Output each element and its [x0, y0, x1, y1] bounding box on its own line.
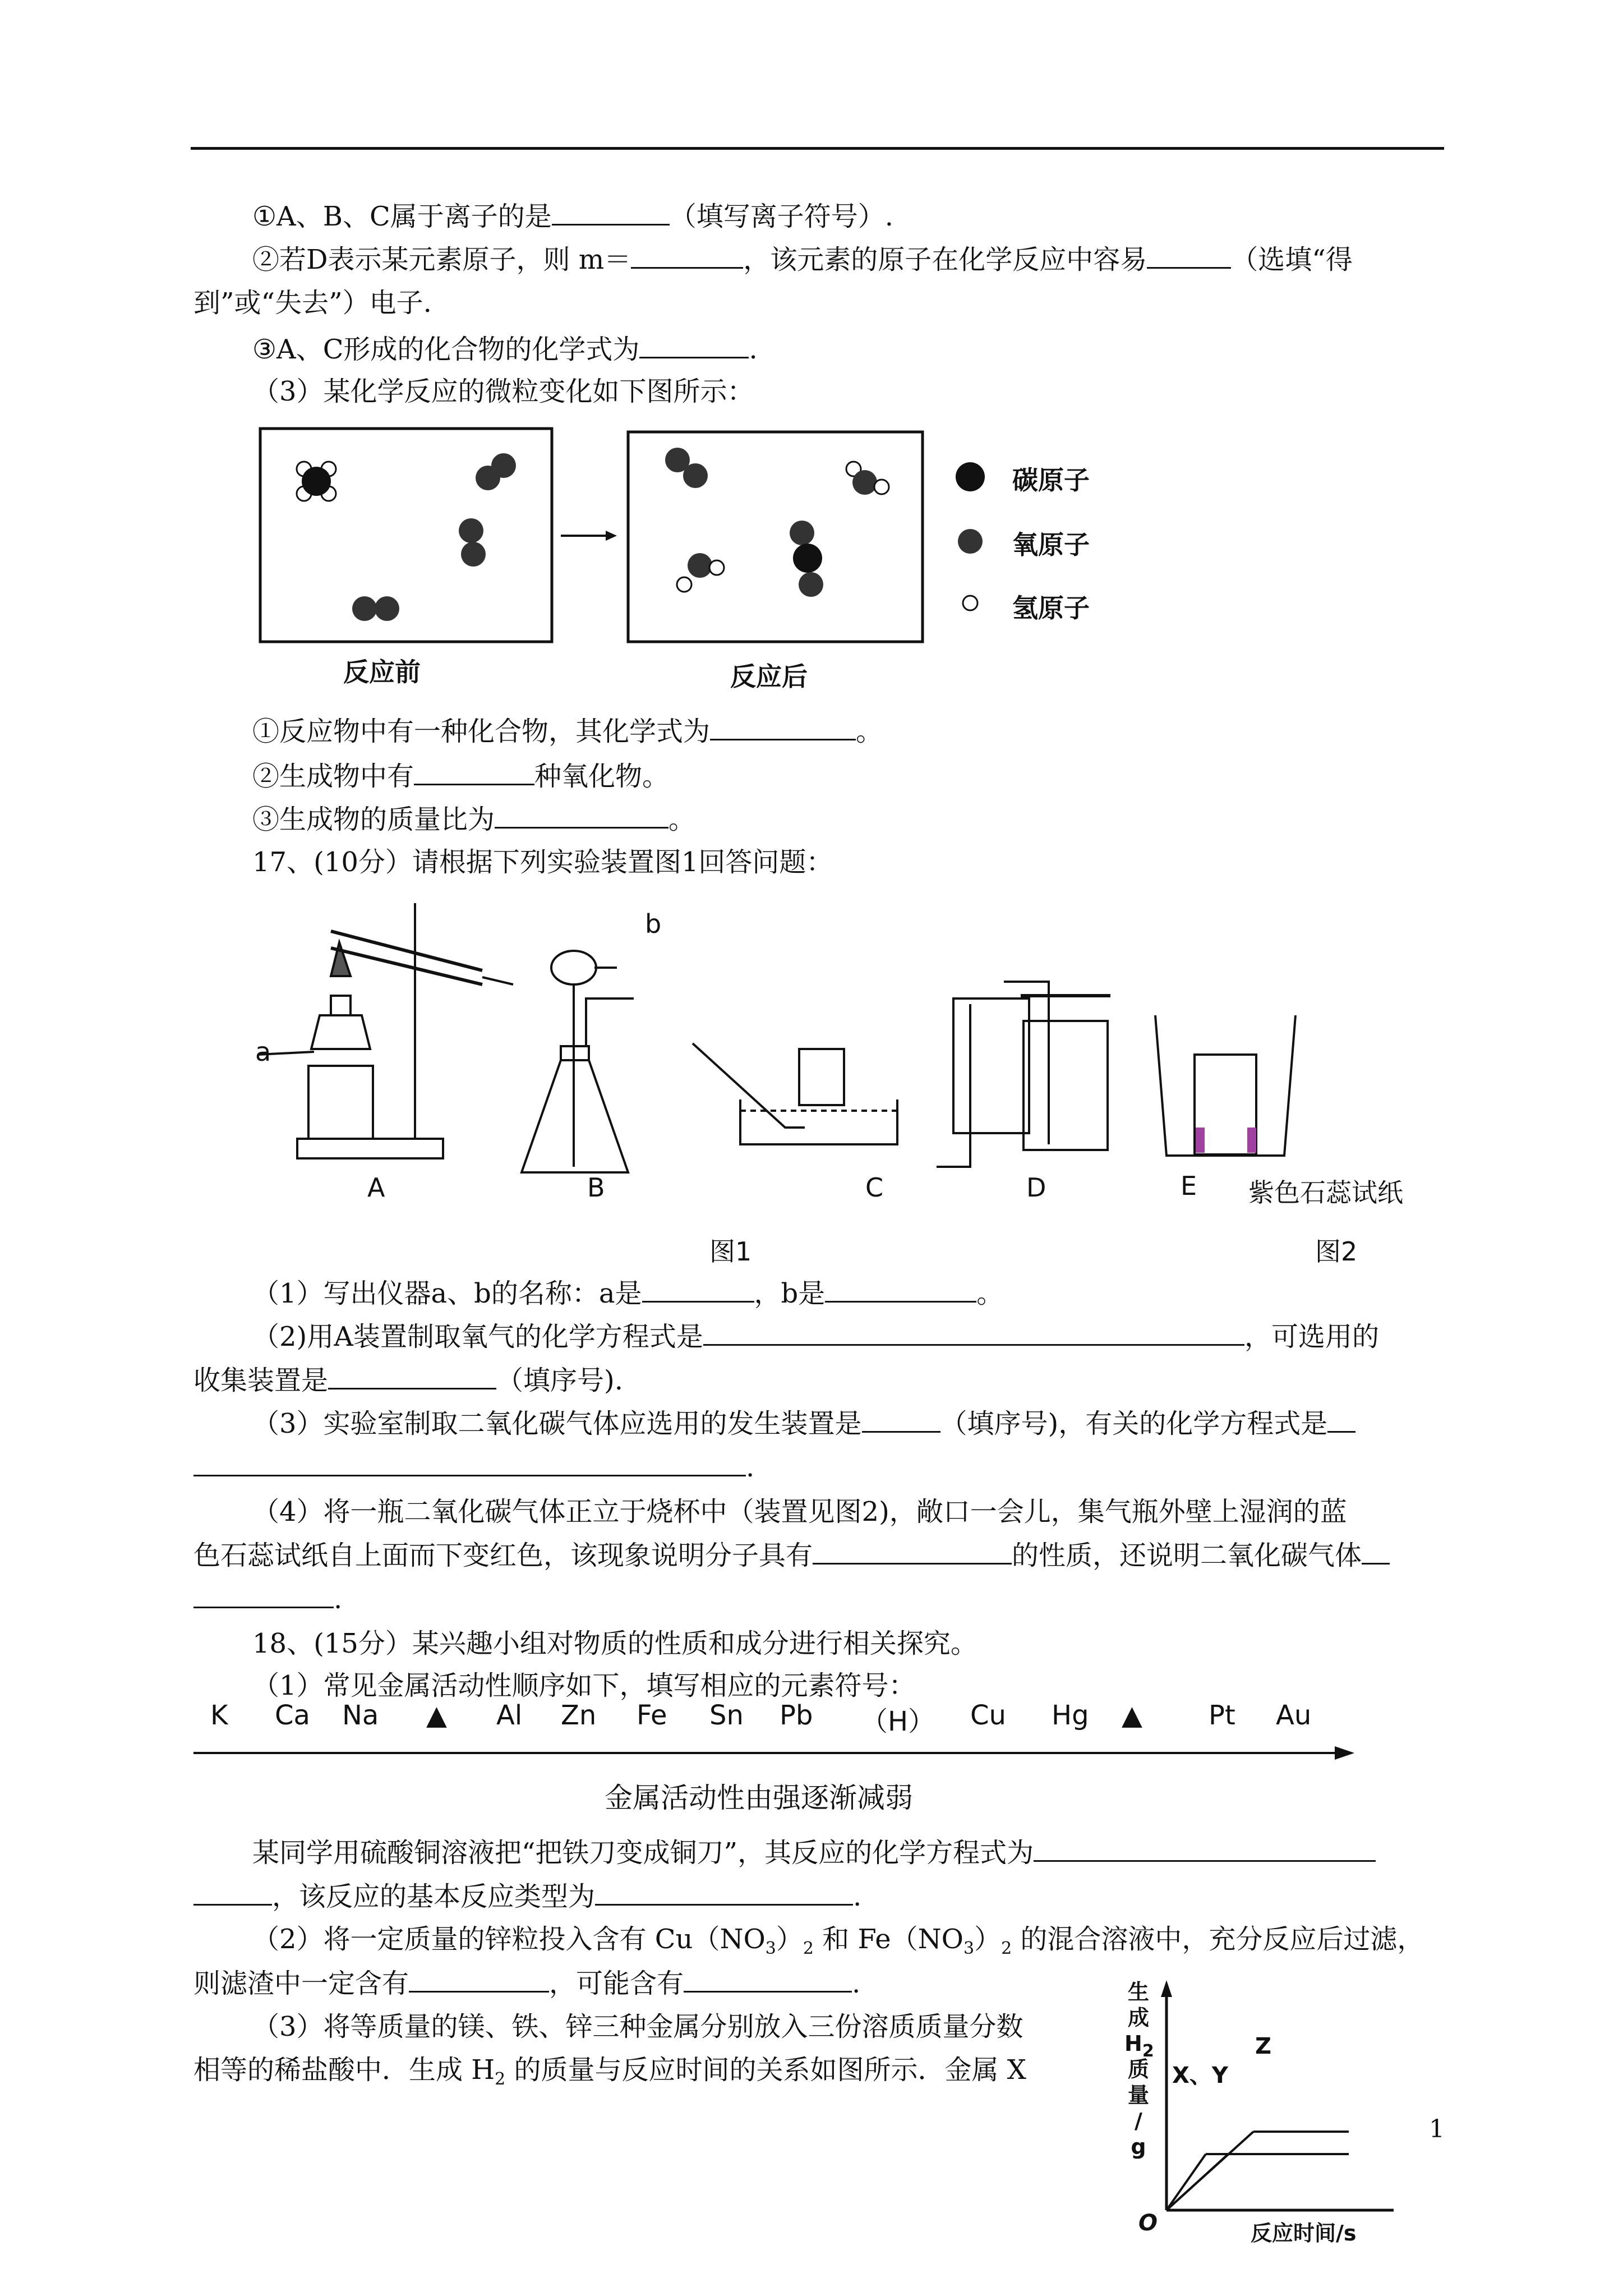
graph-origin: O [1138, 2210, 1158, 2236]
element-symbol: Pt [1209, 1700, 1235, 1731]
legend-carbon: 碳原子 [1012, 465, 1090, 495]
fig2-caption: 图2 [1315, 1236, 1358, 1267]
graph-label-xy: X、Y [1172, 2063, 1228, 2088]
element-symbol: Cu [970, 1700, 1006, 1731]
blank-triangle-icon: ▲ [426, 1700, 447, 1731]
bottle-e [1023, 1021, 1108, 1150]
header-rule [191, 147, 1444, 150]
element-symbol: Zn [561, 1700, 597, 1731]
graph-x-label: 反应时间/s [1251, 2221, 1357, 2246]
text-line: ②生成物中有 种氧化物。 [252, 759, 669, 793]
page-number: 1 [1429, 2115, 1445, 2143]
label-b: B [587, 1172, 605, 1203]
oxygen-atom-icon [958, 529, 983, 554]
carbon-dioxide-molecule [790, 521, 823, 597]
fig1-caption: 图1 [709, 1236, 752, 1267]
text-line: （3）实验室制取二氧化碳气体应选用的发生装置是 （填序号)，有关的化学方程式是 [252, 1406, 1355, 1441]
series-z-line [1166, 2132, 1253, 2210]
element-symbol: Fe [637, 1700, 667, 1731]
hydrogen-atom-icon [963, 596, 978, 610]
text-line: 则滤渣中一定含有 ，可能含有 . [193, 1966, 860, 2000]
after-label: 反应后 [730, 661, 808, 692]
text-line: （1）常见金属活动性顺序如下，填写相应的元素符号： [252, 1670, 916, 1701]
wood-block [308, 1066, 373, 1139]
stand-base [297, 1139, 443, 1158]
text-line: （4）将一瓶二氧化碳气体正立于烧杯中（装置见图2)，敞口一会儿，集气瓶外壁上湿润的蓝 [252, 1496, 1347, 1527]
methane-molecule [297, 462, 336, 501]
litmus-paper [1196, 1128, 1205, 1153]
text-line: . [193, 1450, 754, 1484]
oxygen-molecule [476, 453, 516, 490]
legend-oxygen: 氧原子 [1012, 530, 1090, 560]
text-line: 17、(10分）请根据下列实验装置图1回答问题： [252, 846, 833, 878]
text-line: （2）将一定质量的锌粒投入含有 $Cu(NO_3)_2$ 和 $Fe(NO_3)_2$ 的混合溶液中，充分反应后过滤， [252, 1924, 1424, 1958]
text-line: ②若D表示某元素原子，则 m＝ ，该元素的原子在化学反应中容易 （选填“得 [252, 242, 1353, 277]
alcohol-lamp [311, 1015, 370, 1049]
element-symbol: Al [496, 1700, 523, 1731]
element-symbol: Pb [780, 1700, 813, 1731]
text-line: 18、(15分）某兴趣小组对物质的性质和成分进行相关探究。 [252, 1628, 978, 1659]
element-symbol: Na [342, 1700, 379, 1731]
mark-a: a [255, 1037, 271, 1067]
text-line: （2)用A装置制取氧气的化学方程式是 ，可选用的 [252, 1319, 1379, 1354]
text-line: 相等的稀盐酸中．生成 $H_2$ 的质量与反应时间的关系如图所示．金属 X [193, 2054, 1026, 2089]
element-symbol: Hg [1052, 1700, 1089, 1731]
label-c: C [865, 1172, 884, 1203]
beaker [1155, 1015, 1295, 1156]
water-molecule [677, 553, 724, 592]
apparatus-figure [247, 886, 1469, 1273]
element-symbol: Ca [275, 1700, 310, 1731]
oxygen-molecule [665, 448, 708, 488]
blank-triangle-icon: ▲ [1122, 1700, 1142, 1731]
text-line: ①A、B、C属于离子的是 （填写离子符号）. [252, 199, 893, 233]
separatory-funnel [551, 951, 596, 984]
series-arrow [191, 1742, 1357, 1764]
text-line: 到”或“失去”）电子. [193, 287, 432, 319]
litmus-label: 紫色石蕊试纸 [1248, 1177, 1403, 1208]
graph-y-label: 生 成 $H_2$ 质 量 / g [1124, 1980, 1154, 2159]
water-molecule [846, 462, 889, 495]
text-line: ③生成物的质量比为 。 [252, 802, 695, 836]
label-d: D [1026, 1172, 1046, 1203]
bottle-d [953, 999, 1029, 1133]
text-line: （1）写出仪器a、b的名称：a是 ，b是 。 [252, 1276, 1003, 1310]
text-line: 收集装置是 （填序号). [193, 1363, 623, 1397]
oxygen-molecule [459, 518, 486, 567]
series-x-line [1166, 2154, 1206, 2210]
h2-graph [1113, 1969, 1427, 2249]
oxygen-molecule [352, 596, 399, 621]
text-line: 某同学用硫酸铜溶液把“把铁刀变成铜刀”，其反应的化学方程式为 [252, 1835, 1376, 1870]
element-symbol: Sn [709, 1700, 744, 1731]
text-line: . [193, 1582, 342, 1616]
text-line: ③A、C形成的化合物的化学式为 . [252, 332, 758, 366]
label-e: E [1181, 1171, 1197, 1201]
element-symbol: K [210, 1700, 228, 1731]
text-line: 色石蕊试纸自上面而下变红色，该现象说明分子具有 的性质，还说明二氧化碳气体 [193, 1538, 1390, 1572]
text-line: （3）某化学反应的微粒变化如下图所示： [252, 376, 754, 407]
element-symbol: （H） [861, 1706, 935, 1737]
text-line: ①反应物中有一种化合物，其化学式为 。 [252, 714, 883, 748]
graph-label-z: Z [1255, 2033, 1272, 2059]
carbon-atom-icon [956, 462, 985, 491]
legend-hydrogen: 氢原子 [1012, 593, 1090, 623]
gas-bottle [799, 1049, 844, 1105]
label-a: A [367, 1172, 385, 1203]
series-caption: 金属活动性由强逐渐减弱 [605, 1782, 913, 1814]
text-line: ，该反应的基本反应类型为 . [193, 1879, 861, 1913]
before-label: 反应前 [343, 657, 421, 687]
mark-b: b [645, 909, 662, 939]
text-line: （3）将等质量的镁、铁、锌三种金属分别放入三份溶质质量分数 [252, 2011, 1023, 2042]
element-symbol: Au [1276, 1700, 1312, 1731]
